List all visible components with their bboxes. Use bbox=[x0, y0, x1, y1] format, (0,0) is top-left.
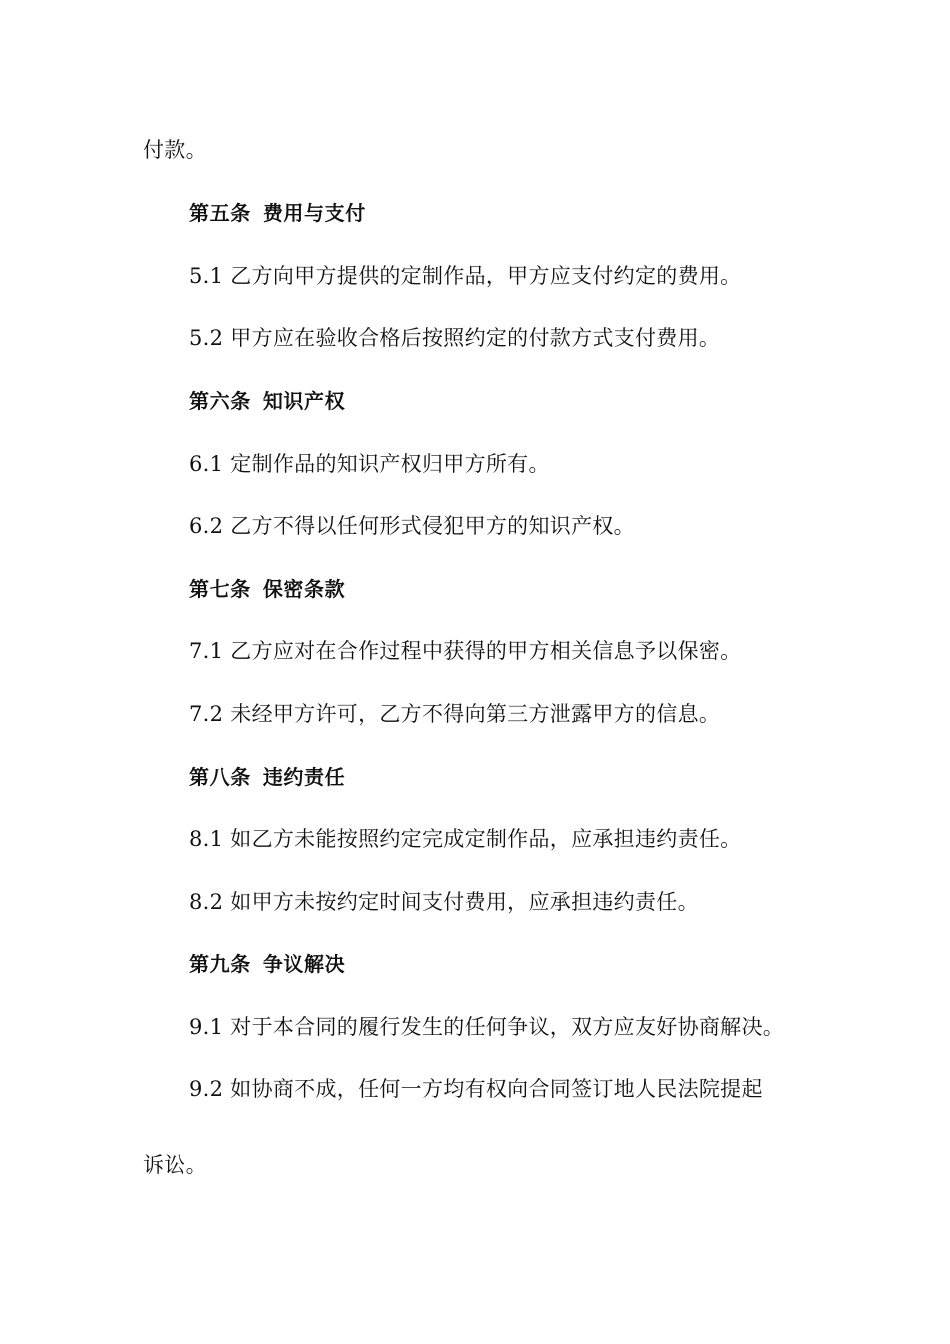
clause-9-2-continuation: 诉讼。 bbox=[143, 1153, 207, 1177]
clause-6-2: 6.2 乙方不得以任何形式侵犯甲方的知识产权。 bbox=[189, 514, 635, 538]
clause-6-1: 6.1 定制作品的知识产权归甲方所有。 bbox=[189, 452, 550, 476]
article-title: 争议解决 bbox=[262, 952, 346, 976]
clause-9-1: 9.1 对于本合同的履行发生的任何争议，双方应友好协商解决。 bbox=[189, 1015, 785, 1039]
article-8-heading bbox=[189, 762, 345, 792]
paragraph-continuation: 付款。 bbox=[143, 138, 207, 162]
article-5-heading bbox=[189, 198, 366, 228]
article-6-heading bbox=[189, 386, 345, 416]
article-title: 费用与支付 bbox=[262, 201, 366, 225]
article-number: 第九条 bbox=[189, 952, 251, 976]
article-title: 保密条款 bbox=[262, 577, 346, 601]
clause-9-2: 9.2 如协商不成，任何一方均有权向合同签订地人民法院提起 bbox=[189, 1077, 763, 1101]
article-number: 第八条 bbox=[189, 765, 251, 789]
clause-5-1: 5.1 乙方向甲方提供的定制作品，甲方应支付约定的费用。 bbox=[189, 264, 742, 288]
clause-7-1: 7.1 乙方应对在合作过程中获得的甲方相关信息予以保密。 bbox=[189, 639, 742, 663]
clause-8-1: 8.1 如乙方未能按照约定完成定制作品，应承担违约责任。 bbox=[189, 827, 742, 851]
clause-7-2: 7.2 未经甲方许可，乙方不得向第三方泄露甲方的信息。 bbox=[189, 702, 721, 726]
clause-8-2: 8.2 如甲方未按约定时间支付费用，应承担违约责任。 bbox=[189, 890, 699, 914]
article-title: 知识产权 bbox=[262, 389, 346, 413]
article-9-heading bbox=[189, 949, 345, 979]
article-title: 违约责任 bbox=[262, 765, 346, 789]
article-7-heading bbox=[189, 574, 345, 604]
article-number: 第七条 bbox=[189, 577, 251, 601]
article-number: 第六条 bbox=[189, 389, 251, 413]
clause-5-2: 5.2 甲方应在验收合格后按照约定的付款方式支付费用。 bbox=[189, 326, 721, 350]
article-number: 第五条 bbox=[189, 201, 251, 225]
